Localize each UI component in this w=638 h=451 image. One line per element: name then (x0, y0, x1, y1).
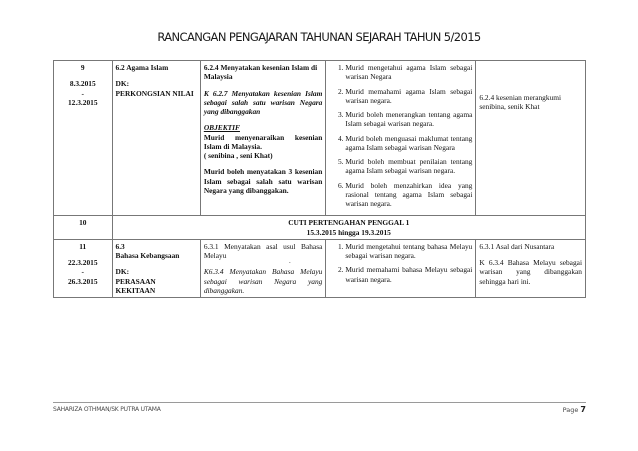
page-label: Page (562, 406, 579, 414)
topic-title: Bahasa Kebangsaan (115, 251, 180, 260)
standard-cell (200, 61, 326, 216)
outcome-list (329, 63, 472, 208)
objektif-text: Murid menyenaraikan kesenian Islam di Malaysia. (203, 132, 323, 151)
note-text: 6.2.4 kesenian merangkumi senibina, senik Khat (479, 93, 562, 112)
week-cell (54, 61, 113, 216)
topic-title: 6.2 Agama Islam (115, 63, 169, 72)
dk-value: PERASAAN KEKITAAN (115, 276, 156, 295)
standard-italic: K6.3.4 Menyatakan Bahasa Melayu sebagai warisan Negara yang dibanggakan. (203, 267, 323, 295)
date-end: 26.3.2015 (67, 276, 98, 286)
table-row (54, 239, 586, 297)
holiday-dates: 15.3.2015 hingga 19.3.2015 (306, 227, 391, 237)
page-title: RANCANGAN PENGAJARAN TAHUNAN SEJARAH TAHUN 5/2015 (157, 30, 481, 44)
week-number: 11 (79, 241, 87, 251)
topic-cell (112, 61, 200, 216)
date-separator: - (81, 267, 84, 277)
outcomes-cell (326, 61, 476, 216)
date-start: 8.3.2015 (69, 79, 96, 89)
week-cell (54, 239, 113, 297)
page-number (563, 405, 586, 414)
footer-author: SAHARIZA OTHMAN/SK PUTRA UTAMA (53, 406, 161, 413)
note-cell (476, 61, 586, 216)
lesson-plan-table (53, 60, 586, 298)
topic-number: 6.3 (115, 241, 125, 251)
table-row (54, 216, 586, 240)
list-item: 1. Murid mengetahui tentang bahasa Melayu sebagai warisan negara. (345, 242, 472, 261)
dk-value: PERKONGSIAN NILAI (115, 88, 194, 98)
standard-title: 6.3.1 Menyatakan asal usul Bahasa Melayu (203, 241, 323, 260)
week-number: 9 (80, 63, 85, 72)
week-cell (54, 216, 113, 240)
objektif-label: OBJEKTIF (203, 123, 240, 133)
list-item: 6. Murid boleh menzahirkan idea yang rasional tentang agama Islam sebagai warisan negara. (345, 181, 472, 209)
dk-label: DK: (115, 79, 130, 89)
list-item: 2. Murid memahami agama Islam sebagai warisan negara. (345, 87, 472, 106)
list-item: 1. Murid mengetahui agama Islam sebagai warisan Negara (345, 63, 472, 82)
note-text-a: 6.3.1 Asal dari Nusantara (479, 241, 555, 251)
dk-label: DK: (115, 267, 130, 277)
list-item: 4. Murid boleh menguasai maklumat tentang agama Islam sebagai warisan Negara (345, 134, 472, 153)
date-start: 22.3.2015 (67, 258, 98, 267)
topic-cell (112, 239, 200, 297)
list-item: 2. Murid memahami bahasa Melayu sebagai warisan negara. (345, 265, 472, 284)
table-row (54, 61, 586, 216)
holiday-cell (112, 216, 585, 240)
holiday-title: CUTI PERTENGAHAN PENGGAL 1 (288, 218, 410, 228)
note-cell (476, 239, 586, 297)
page-num: 7 (580, 405, 586, 414)
footer-divider (53, 402, 586, 403)
outcomes-cell (326, 239, 476, 297)
week-number: 10 (79, 218, 87, 228)
list-item: 3. Murid boleh menerangkan tentang agama Islam sebagai warisan negara. (345, 110, 472, 129)
date-separator: - (81, 88, 84, 98)
standard-title: 6.2.4 Menyatakan kesenian Islam di Malaysia (203, 63, 318, 82)
standard-cell (200, 239, 326, 297)
outcome-list (329, 242, 472, 284)
list-item: 5. Murid boleh membuat penilaian tentang agama Islam sebagai warisan negara. (345, 157, 472, 176)
standard-italic: K 6.2.7 Menyatakan kesenian Islam sebagai salah satu warisan Negara yang dibanggakan (203, 88, 323, 116)
date-end: 12.3.2015 (67, 97, 98, 107)
objektif-text-2: Murid boleh menyatakan 3 kesenian Islam sebagai salah satu warisan Negara yang dibanggakan. (203, 167, 323, 195)
note-text-b: K 6.3.4 Bahasa Melayu sebagai warisan yang dibanggakan sehingga hari ini. (479, 258, 582, 286)
stray-mark: . (289, 257, 291, 265)
objektif-example: ( senibina , seni Khat) (203, 151, 273, 160)
